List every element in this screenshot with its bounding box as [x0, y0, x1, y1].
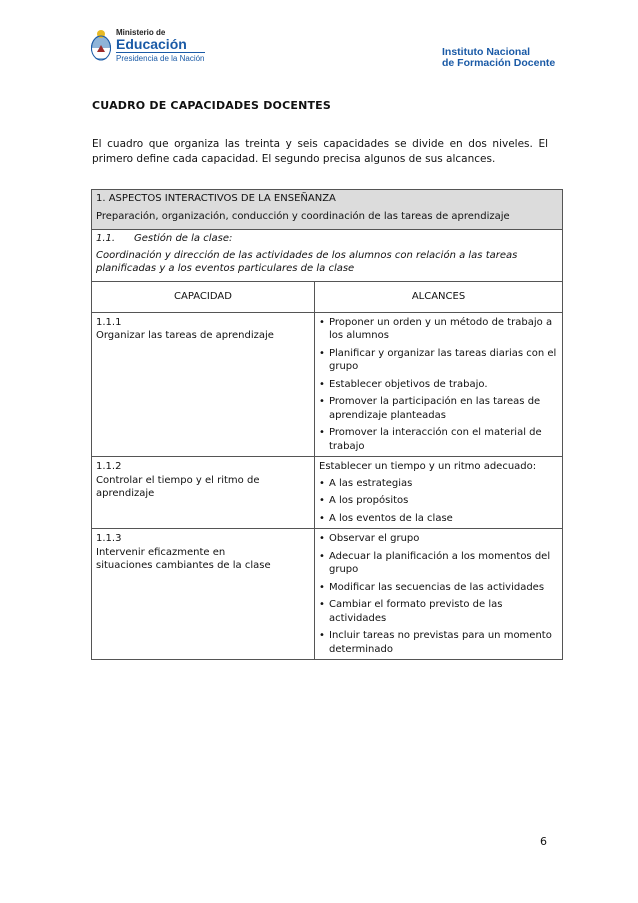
scope-list [319, 477, 558, 526]
scope-text: Observar el grupo [329, 533, 420, 544]
subsection-header-cell [92, 230, 563, 282]
table-row [92, 312, 563, 457]
scope-text: Incluir tareas no previstas para un momento determinado [329, 630, 552, 655]
scope-list [319, 316, 558, 454]
scope-text: Promover la interacción con el material de trabajo [329, 427, 542, 452]
ministry-line2: Educación [116, 36, 187, 52]
bullet-icon: • [319, 347, 325, 359]
ministry-logo [90, 28, 210, 68]
ministry-line1: Ministerio de [116, 28, 166, 37]
bullet-icon: • [319, 630, 325, 641]
scope-text: Proponer un orden y un método de trabajo a los alumnos [329, 316, 553, 341]
subsection-title: Gestión de la clase: [134, 233, 233, 244]
list-item [319, 581, 558, 595]
bullet-icon: • [319, 599, 325, 610]
scope-text: Adecuar la planificación a los momentos del grupo [329, 550, 551, 575]
capacity-number: 1.1.3 [96, 533, 122, 544]
subsection-title-line [96, 232, 558, 246]
list-item [319, 512, 558, 526]
list-item [319, 629, 558, 656]
national-seal-icon [90, 28, 112, 64]
bullet-icon: • [319, 550, 325, 562]
bullet-icon: • [319, 477, 325, 489]
subsection-number: 1.1. [96, 233, 116, 244]
bullet-icon: • [319, 495, 325, 506]
bullet-icon: • [319, 512, 325, 524]
intro-paragraph: El cuadro que organiza las treinta y seis capacidades se divide en dos niveles. El primero define cada capacidad. El segundo precisa algunos de sus alcances. [92, 138, 548, 165]
list-item [319, 494, 558, 508]
list-item [319, 532, 558, 546]
scopes-cell [315, 457, 563, 529]
list-item [319, 378, 558, 392]
bullet-icon: • [319, 427, 325, 438]
capacity-cell [92, 312, 315, 457]
list-item [319, 395, 558, 422]
institute-logo [442, 47, 555, 69]
list-item [319, 477, 558, 491]
table-row [92, 529, 563, 660]
scopes-cell [315, 529, 563, 660]
list-item [319, 598, 558, 625]
capacities-table [91, 189, 563, 660]
capacity-text: Organizar las tareas de aprendizaje [96, 330, 274, 341]
table-row [92, 457, 563, 529]
scope-text: Cambiar el formato previsto de las actividades [329, 599, 503, 624]
capacity-number: 1.1.1 [96, 316, 122, 328]
document-title: CUADRO DE CAPACIDADES DOCENTES [92, 99, 332, 112]
scope-text: A los propósitos [329, 495, 409, 506]
bullet-icon: • [319, 533, 325, 544]
section-header-cell [92, 190, 563, 230]
scope-text: A las estrategias [329, 477, 413, 489]
bullet-icon: • [319, 316, 325, 328]
capacity-number: 1.1.2 [96, 461, 122, 472]
scope-intro: Establecer un tiempo y un ritmo adecuado: [319, 461, 537, 472]
scope-list [319, 532, 558, 656]
capacity-text: Controlar el tiempo y el ritmo de aprendizaje [96, 474, 260, 499]
page-header [0, 0, 638, 80]
subsection-header-row [92, 230, 563, 282]
capacity-cell [92, 457, 315, 529]
scope-text: Promover la participación en las tareas de aprendizaje planteadas [329, 396, 541, 421]
list-item [319, 347, 558, 374]
institute-line1: Instituto Nacional [442, 46, 531, 58]
scope-text: Modificar las secuencias de las actividades [329, 581, 545, 593]
bullet-icon: • [319, 396, 325, 407]
capacity-text: Intervenir eficazmente en situaciones cambiantes de la clase [96, 546, 271, 571]
section-header-row [92, 190, 563, 230]
capacity-cell [92, 529, 315, 660]
ministry-line3: Presidencia de la Nación [116, 54, 205, 63]
institute-line2: de Formación Docente [442, 57, 556, 69]
scope-text: Establecer objetivos de trabajo. [329, 378, 488, 390]
bullet-icon: • [319, 581, 325, 593]
page-number: 6 [540, 835, 547, 848]
column-header-row [92, 281, 563, 312]
column-header-capacidad: CAPACIDAD [92, 281, 315, 312]
list-item [319, 550, 558, 577]
bullet-icon: • [319, 378, 325, 390]
scope-text: A los eventos de la clase [329, 512, 453, 524]
subsection-description: Coordinación y dirección de las actividades de los alumnos con relación a las tareas planificadas y a los eventos particulares de la clase [96, 249, 518, 274]
ministry-wordmark [116, 28, 205, 64]
scopes-cell [315, 312, 563, 457]
list-item [319, 316, 558, 343]
section-title: 1. ASPECTOS INTERACTIVOS DE LA ENSEÑANZA [96, 193, 336, 204]
column-header-alcances: ALCANCES [315, 281, 563, 312]
list-item [319, 426, 558, 453]
scope-text: Planificar y organizar las tareas diarias con el grupo [329, 347, 557, 372]
section-description: Preparación, organización, conducción y coordinación de las tareas de aprendizaje [96, 210, 510, 222]
